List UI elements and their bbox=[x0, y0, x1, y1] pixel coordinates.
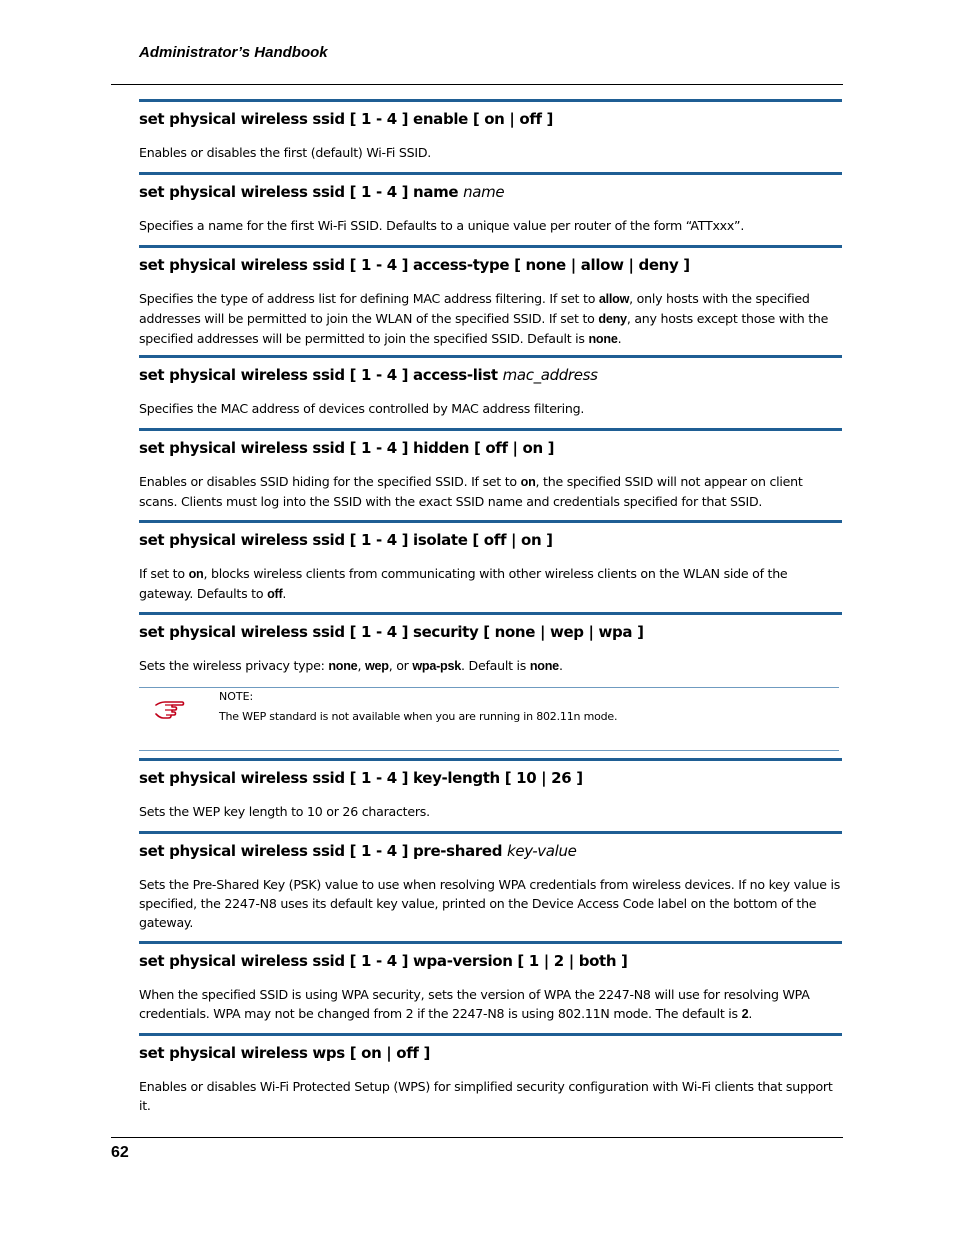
command-text: set physical wireless ssid [ 1 - 4 ] key-length [ 10 | 26 ] bbox=[139, 769, 583, 787]
command-entry bbox=[139, 428, 842, 511]
command-argument: mac_address bbox=[502, 366, 598, 384]
section-rule bbox=[139, 758, 842, 761]
pointing-hand-icon bbox=[155, 697, 185, 719]
footer-rule bbox=[111, 1137, 843, 1138]
command-text: set physical wireless ssid [ 1 - 4 ] security [ none | wep | wpa ] bbox=[139, 623, 644, 641]
command-entry bbox=[139, 612, 842, 676]
command-text: set physical wireless ssid [ 1 - 4 ] name bbox=[139, 183, 464, 201]
command-heading bbox=[139, 109, 842, 129]
command-heading bbox=[139, 530, 842, 550]
command-entry bbox=[139, 245, 842, 349]
command-text: set physical wireless ssid [ 1 - 4 ] wpa-version [ 1 | 2 | both ] bbox=[139, 952, 628, 970]
command-description: Specifies the MAC address of devices controlled by MAC address filtering. bbox=[139, 401, 585, 416]
command-heading bbox=[139, 768, 842, 788]
command-description: Enables or disables Wi-Fi Protected Setup (WPS) for simplified security configuration with Wi-Fi clients that support it. bbox=[139, 1079, 833, 1113]
section-rule bbox=[139, 831, 842, 834]
page-number: 62 bbox=[111, 1144, 129, 1161]
header-rule bbox=[111, 84, 843, 85]
section-rule bbox=[139, 355, 842, 358]
command-heading bbox=[139, 438, 842, 458]
command-description: Enables or disables the first (default) Wi-Fi SSID. bbox=[139, 145, 432, 160]
command-heading bbox=[139, 255, 842, 275]
note-text: The WEP standard is not available when you are running in 802.11n mode. bbox=[219, 710, 618, 723]
command-description: Specifies a name for the first Wi-Fi SSID. Defaults to a unique value per router of the form “ATTxxx”. bbox=[139, 218, 745, 233]
section-rule bbox=[139, 245, 842, 248]
command-description: When the specified SSID is using WPA security, sets the version of WPA the 2247-N8 will use for resolving WPA credentials. WPA may not be changed from 2 if the 2247-N8 is using 802.11N mode. The default is 2. bbox=[139, 987, 810, 1021]
section-rule bbox=[139, 612, 842, 615]
command-entry bbox=[139, 99, 842, 162]
section-rule bbox=[139, 1033, 842, 1036]
command-entry bbox=[139, 758, 842, 821]
command-heading bbox=[139, 1043, 842, 1063]
command-description: Sets the Pre-Shared Key (PSK) value to use when resolving WPA credentials from wireless devices. If no key value is specified, the 2247-N8 uses its default key value, printed on the Device Access Code label on the bottom of the gateway. bbox=[139, 877, 841, 930]
section-rule bbox=[139, 428, 842, 431]
command-description: Specifies the type of address list for defining MAC address filtering. If set to allow, only hosts with the specified addresses will be permitted to join the WLAN of the specified SSID. If set to deny, any hosts except those with the specified addresses will be permitted to join the specified SSID. Default is none. bbox=[139, 291, 829, 346]
note-bottom-rule bbox=[139, 750, 839, 751]
command-text: set physical wireless wps [ on | off ] bbox=[139, 1044, 430, 1062]
command-heading bbox=[139, 182, 842, 202]
command-entry bbox=[139, 172, 842, 235]
command-text: set physical wireless ssid [ 1 - 4 ] enable [ on | off ] bbox=[139, 110, 554, 128]
command-heading bbox=[139, 951, 842, 971]
command-heading bbox=[139, 841, 842, 861]
note-box bbox=[139, 687, 839, 751]
command-text: set physical wireless ssid [ 1 - 4 ] hidden [ off | on ] bbox=[139, 439, 555, 457]
command-entry bbox=[139, 941, 842, 1024]
command-heading bbox=[139, 365, 842, 385]
command-description: Sets the wireless privacy type: none, wep, or wpa-psk. Default is none. bbox=[139, 658, 563, 673]
section-rule bbox=[139, 99, 842, 102]
note-top-rule bbox=[139, 687, 839, 688]
running-header: Administrator’s Handbook bbox=[139, 44, 328, 61]
command-argument: name bbox=[463, 183, 505, 201]
command-text: set physical wireless ssid [ 1 - 4 ] isolate [ off | on ] bbox=[139, 531, 553, 549]
command-description: If set to on, blocks wireless clients from communicating with other wireless clients on the WLAN side of the gateway. Defaults to off. bbox=[139, 566, 788, 601]
command-text: set physical wireless ssid [ 1 - 4 ] pre-shared bbox=[139, 842, 507, 860]
command-argument: key-value bbox=[506, 842, 577, 860]
command-description: Enables or disables SSID hiding for the specified SSID. If set to on, the specified SSID will not appear on client scans. Clients must log into the SSID with the exact SSID name and credentials specified for that SSID. bbox=[139, 474, 803, 509]
command-text: set physical wireless ssid [ 1 - 4 ] access-list bbox=[139, 366, 503, 384]
command-heading bbox=[139, 622, 842, 642]
section-rule bbox=[139, 941, 842, 944]
command-entry bbox=[139, 1033, 842, 1115]
section-rule bbox=[139, 520, 842, 523]
command-text: set physical wireless ssid [ 1 - 4 ] access-type [ none | allow | deny ] bbox=[139, 256, 690, 274]
command-entry bbox=[139, 520, 842, 604]
section-rule bbox=[139, 172, 842, 175]
note-label: NOTE: bbox=[219, 690, 254, 703]
command-entry bbox=[139, 355, 842, 418]
command-description: Sets the WEP key length to 10 or 26 characters. bbox=[139, 804, 430, 819]
command-entry bbox=[139, 831, 842, 932]
